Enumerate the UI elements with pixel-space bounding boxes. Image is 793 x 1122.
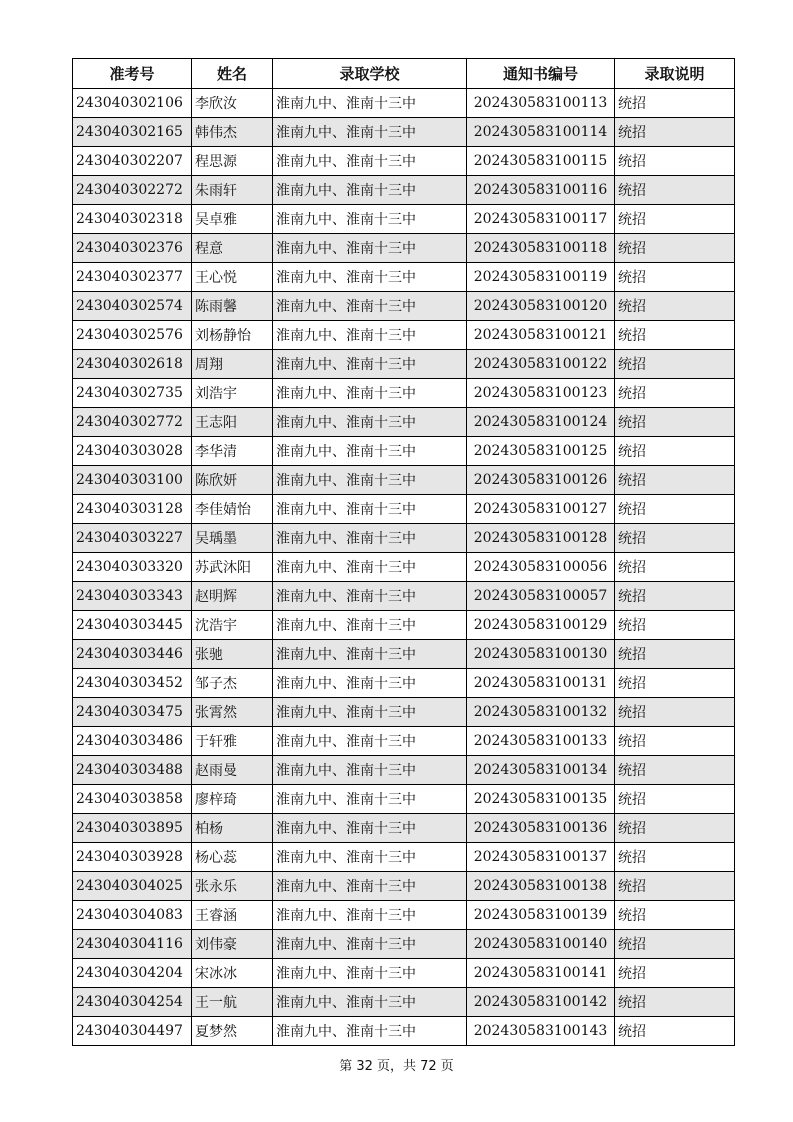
admission-note-cell: 统招 [615, 727, 735, 756]
student-name-cell: 韩伟杰 [192, 118, 273, 147]
exam-number-cell: 243040303100 [73, 466, 192, 495]
notice-number-cell: 202430583100057 [467, 582, 615, 611]
admission-note-cell: 统招 [615, 756, 735, 785]
exam-number-cell: 243040304025 [73, 872, 192, 901]
admission-note-cell: 统招 [615, 1017, 735, 1046]
table-body [73, 89, 735, 1046]
notice-number-cell: 202430583100135 [467, 785, 615, 814]
table-row [73, 930, 735, 959]
header-admission-note: 录取说明 [615, 59, 735, 89]
admission-table [72, 58, 735, 1046]
school-cell: 淮南九中、淮南十三中 [273, 727, 467, 756]
student-name-cell: 陈雨馨 [192, 292, 273, 321]
exam-number-cell: 243040303028 [73, 437, 192, 466]
exam-number-cell: 243040303858 [73, 785, 192, 814]
school-cell: 淮南九中、淮南十三中 [273, 234, 467, 263]
admission-note-cell: 统招 [615, 814, 735, 843]
school-cell: 淮南九中、淮南十三中 [273, 205, 467, 234]
table-row [73, 495, 735, 524]
notice-number-cell: 202430583100141 [467, 959, 615, 988]
admission-note-cell: 统招 [615, 698, 735, 727]
student-name-cell: 邹子杰 [192, 669, 273, 698]
student-name-cell: 于轩雅 [192, 727, 273, 756]
school-cell: 淮南九中、淮南十三中 [273, 524, 467, 553]
notice-number-cell: 202430583100121 [467, 321, 615, 350]
school-cell: 淮南九中、淮南十三中 [273, 669, 467, 698]
exam-number-cell: 243040303488 [73, 756, 192, 785]
table-row [73, 1017, 735, 1046]
notice-number-cell: 202430583100126 [467, 466, 615, 495]
exam-number-cell: 243040303928 [73, 843, 192, 872]
student-name-cell: 朱雨轩 [192, 176, 273, 205]
notice-number-cell: 202430583100131 [467, 669, 615, 698]
exam-number-cell: 243040304083 [73, 901, 192, 930]
admission-note-cell: 统招 [615, 147, 735, 176]
notice-number-cell: 202430583100118 [467, 234, 615, 263]
student-name-cell: 刘伟豪 [192, 930, 273, 959]
admission-note-cell: 统招 [615, 553, 735, 582]
exam-number-cell: 243040303343 [73, 582, 192, 611]
school-cell: 淮南九中、淮南十三中 [273, 1017, 467, 1046]
exam-number-cell: 243040303452 [73, 669, 192, 698]
school-cell: 淮南九中、淮南十三中 [273, 640, 467, 669]
student-name-cell: 李佳婧怡 [192, 495, 273, 524]
school-cell: 淮南九中、淮南十三中 [273, 611, 467, 640]
table-row [73, 640, 735, 669]
admission-note-cell: 统招 [615, 611, 735, 640]
school-cell: 淮南九中、淮南十三中 [273, 756, 467, 785]
admission-note-cell: 统招 [615, 89, 735, 118]
exam-number-cell: 243040303227 [73, 524, 192, 553]
admission-note-cell: 统招 [615, 959, 735, 988]
exam-number-cell: 243040303475 [73, 698, 192, 727]
page-footer: 第 32 页，共 72 页 [339, 1059, 454, 1074]
school-cell: 淮南九中、淮南十三中 [273, 930, 467, 959]
school-cell: 淮南九中、淮南十三中 [273, 379, 467, 408]
admission-note-cell: 统招 [615, 408, 735, 437]
table-row [73, 321, 735, 350]
notice-number-cell: 202430583100136 [467, 814, 615, 843]
notice-number-cell: 202430583100123 [467, 379, 615, 408]
student-name-cell: 李华清 [192, 437, 273, 466]
notice-number-cell: 202430583100129 [467, 611, 615, 640]
table-row [73, 176, 735, 205]
table-row [73, 785, 735, 814]
school-cell: 淮南九中、淮南十三中 [273, 466, 467, 495]
exam-number-cell: 243040304116 [73, 930, 192, 959]
school-cell: 淮南九中、淮南十三中 [273, 408, 467, 437]
exam-number-cell: 243040304254 [73, 988, 192, 1017]
table-row [73, 582, 735, 611]
exam-number-cell: 243040302618 [73, 350, 192, 379]
table-row [73, 118, 735, 147]
exam-number-cell: 243040303895 [73, 814, 192, 843]
exam-number-cell: 243040302106 [73, 89, 192, 118]
student-name-cell: 张永乐 [192, 872, 273, 901]
table-row [73, 524, 735, 553]
school-cell: 淮南九中、淮南十三中 [273, 698, 467, 727]
student-name-cell: 沈浩宇 [192, 611, 273, 640]
school-cell: 淮南九中、淮南十三中 [273, 118, 467, 147]
table-row [73, 437, 735, 466]
notice-number-cell: 202430583100137 [467, 843, 615, 872]
school-cell: 淮南九中、淮南十三中 [273, 785, 467, 814]
exam-number-cell: 243040303445 [73, 611, 192, 640]
exam-number-cell: 243040302318 [73, 205, 192, 234]
table-row [73, 379, 735, 408]
admission-note-cell: 统招 [615, 234, 735, 263]
student-name-cell: 杨心蕊 [192, 843, 273, 872]
notice-number-cell: 202430583100130 [467, 640, 615, 669]
admission-note-cell: 统招 [615, 872, 735, 901]
header-name: 姓名 [192, 59, 273, 89]
exam-number-cell: 243040302377 [73, 263, 192, 292]
student-name-cell: 廖梓琦 [192, 785, 273, 814]
school-cell: 淮南九中、淮南十三中 [273, 582, 467, 611]
notice-number-cell: 202430583100119 [467, 263, 615, 292]
admission-note-cell: 统招 [615, 379, 735, 408]
admission-note-cell: 统招 [615, 263, 735, 292]
notice-number-cell: 202430583100120 [467, 292, 615, 321]
school-cell: 淮南九中、淮南十三中 [273, 350, 467, 379]
admission-note-cell: 统招 [615, 437, 735, 466]
student-name-cell: 吴卓雅 [192, 205, 273, 234]
exam-number-cell: 243040302735 [73, 379, 192, 408]
table-row [73, 901, 735, 930]
admission-note-cell: 统招 [615, 785, 735, 814]
school-cell: 淮南九中、淮南十三中 [273, 89, 467, 118]
exam-number-cell: 243040303446 [73, 640, 192, 669]
admission-note-cell: 统招 [615, 988, 735, 1017]
notice-number-cell: 202430583100143 [467, 1017, 615, 1046]
header-school: 录取学校 [273, 59, 467, 89]
exam-number-cell: 243040302207 [73, 147, 192, 176]
student-name-cell: 夏梦然 [192, 1017, 273, 1046]
admission-note-cell: 统招 [615, 118, 735, 147]
exam-number-cell: 243040304497 [73, 1017, 192, 1046]
notice-number-cell: 202430583100113 [467, 89, 615, 118]
notice-number-cell: 202430583100132 [467, 698, 615, 727]
notice-number-cell: 202430583100124 [467, 408, 615, 437]
student-name-cell: 苏武沐阳 [192, 553, 273, 582]
student-name-cell: 张驰 [192, 640, 273, 669]
notice-number-cell: 202430583100142 [467, 988, 615, 1017]
table-row [73, 698, 735, 727]
admission-note-cell: 统招 [615, 495, 735, 524]
exam-number-cell: 243040302376 [73, 234, 192, 263]
table-row [73, 263, 735, 292]
notice-number-cell: 202430583100125 [467, 437, 615, 466]
table-row [73, 553, 735, 582]
student-name-cell: 陈欣妍 [192, 466, 273, 495]
student-name-cell: 李欣汝 [192, 89, 273, 118]
notice-number-cell: 202430583100133 [467, 727, 615, 756]
exam-number-cell: 243040302576 [73, 321, 192, 350]
table-row [73, 727, 735, 756]
table-row [73, 466, 735, 495]
notice-number-cell: 202430583100128 [467, 524, 615, 553]
exam-number-cell: 243040304204 [73, 959, 192, 988]
notice-number-cell: 202430583100114 [467, 118, 615, 147]
header-exam-number: 准考号 [73, 59, 192, 89]
admission-note-cell: 统招 [615, 205, 735, 234]
admission-note-cell: 统招 [615, 901, 735, 930]
admission-note-cell: 统招 [615, 669, 735, 698]
notice-number-cell: 202430583100122 [467, 350, 615, 379]
admission-note-cell: 统招 [615, 640, 735, 669]
school-cell: 淮南九中、淮南十三中 [273, 292, 467, 321]
student-name-cell: 赵明辉 [192, 582, 273, 611]
student-name-cell: 王睿涵 [192, 901, 273, 930]
exam-number-cell: 243040303128 [73, 495, 192, 524]
admission-note-cell: 统招 [615, 350, 735, 379]
notice-number-cell: 202430583100138 [467, 872, 615, 901]
admission-note-cell: 统招 [615, 582, 735, 611]
table-row [73, 611, 735, 640]
student-name-cell: 周翔 [192, 350, 273, 379]
school-cell: 淮南九中、淮南十三中 [273, 843, 467, 872]
table-row [73, 350, 735, 379]
table-row [73, 959, 735, 988]
school-cell: 淮南九中、淮南十三中 [273, 872, 467, 901]
exam-number-cell: 243040303486 [73, 727, 192, 756]
student-name-cell: 王心悦 [192, 263, 273, 292]
school-cell: 淮南九中、淮南十三中 [273, 176, 467, 205]
exam-number-cell: 243040302574 [73, 292, 192, 321]
notice-number-cell: 202430583100139 [467, 901, 615, 930]
school-cell: 淮南九中、淮南十三中 [273, 988, 467, 1017]
school-cell: 淮南九中、淮南十三中 [273, 901, 467, 930]
school-cell: 淮南九中、淮南十三中 [273, 553, 467, 582]
notice-number-cell: 202430583100116 [467, 176, 615, 205]
exam-number-cell: 243040302772 [73, 408, 192, 437]
table-row [73, 843, 735, 872]
school-cell: 淮南九中、淮南十三中 [273, 147, 467, 176]
student-name-cell: 柏杨 [192, 814, 273, 843]
student-name-cell: 王志阳 [192, 408, 273, 437]
student-name-cell: 刘浩宇 [192, 379, 273, 408]
notice-number-cell: 202430583100134 [467, 756, 615, 785]
table-row [73, 872, 735, 901]
notice-number-cell: 202430583100056 [467, 553, 615, 582]
table-row [73, 669, 735, 698]
table-row [73, 205, 735, 234]
admission-note-cell: 统招 [615, 176, 735, 205]
school-cell: 淮南九中、淮南十三中 [273, 959, 467, 988]
admission-note-cell: 统招 [615, 321, 735, 350]
school-cell: 淮南九中、淮南十三中 [273, 321, 467, 350]
notice-number-cell: 202430583100117 [467, 205, 615, 234]
student-name-cell: 王一航 [192, 988, 273, 1017]
table-row [73, 89, 735, 118]
admission-note-cell: 统招 [615, 843, 735, 872]
student-name-cell: 宋冰冰 [192, 959, 273, 988]
table-row [73, 756, 735, 785]
student-name-cell: 刘杨静怡 [192, 321, 273, 350]
notice-number-cell: 202430583100115 [467, 147, 615, 176]
admission-note-cell: 统招 [615, 930, 735, 959]
table-row [73, 814, 735, 843]
admission-note-cell: 统招 [615, 292, 735, 321]
school-cell: 淮南九中、淮南十三中 [273, 495, 467, 524]
admission-note-cell: 统招 [615, 524, 735, 553]
table-row [73, 408, 735, 437]
table-row [73, 988, 735, 1017]
exam-number-cell: 243040302165 [73, 118, 192, 147]
admission-note-cell: 统招 [615, 466, 735, 495]
school-cell: 淮南九中、淮南十三中 [273, 437, 467, 466]
header-notice-number: 通知书编号 [467, 59, 615, 89]
student-name-cell: 程意 [192, 234, 273, 263]
school-cell: 淮南九中、淮南十三中 [273, 263, 467, 292]
exam-number-cell: 243040303320 [73, 553, 192, 582]
table-row [73, 234, 735, 263]
table-row [73, 292, 735, 321]
student-name-cell: 赵雨曼 [192, 756, 273, 785]
student-name-cell: 程思源 [192, 147, 273, 176]
student-name-cell: 吴瑀墨 [192, 524, 273, 553]
table-header-row [73, 59, 735, 89]
exam-number-cell: 243040302272 [73, 176, 192, 205]
table-row [73, 147, 735, 176]
school-cell: 淮南九中、淮南十三中 [273, 814, 467, 843]
student-name-cell: 张霄然 [192, 698, 273, 727]
notice-number-cell: 202430583100140 [467, 930, 615, 959]
notice-number-cell: 202430583100127 [467, 495, 615, 524]
